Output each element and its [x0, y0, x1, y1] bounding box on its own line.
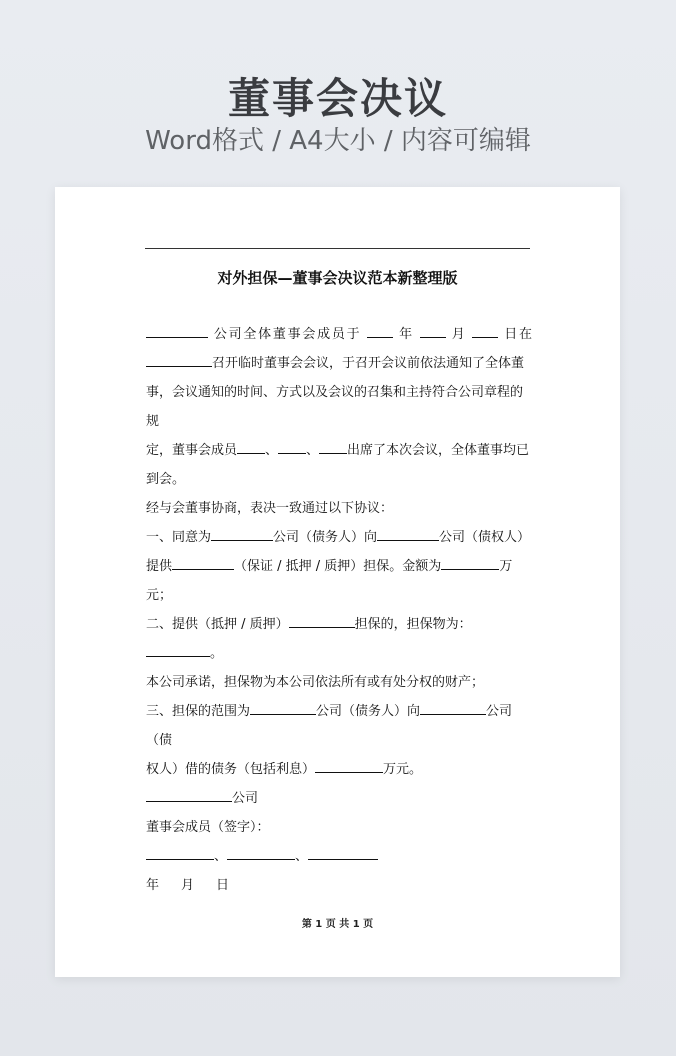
item1-line3 — [146, 581, 532, 610]
date-line — [146, 871, 532, 900]
blank-field[interactable] — [377, 529, 439, 541]
signature-field[interactable] — [146, 848, 214, 860]
text: 到会。 — [146, 472, 186, 487]
item1-line2 — [146, 552, 532, 581]
text: 权人）借的债务（包括利息） — [146, 762, 316, 777]
blank-field[interactable] — [441, 558, 499, 570]
document-page — [55, 187, 620, 977]
date-day: 日 — [216, 878, 230, 893]
blank-field[interactable] — [420, 326, 446, 338]
blank-field[interactable] — [250, 703, 316, 715]
text: 公司（债权人） — [439, 530, 531, 545]
blank-field[interactable] — [211, 529, 273, 541]
text: 经与会董事协商，表决一致通过以下协议： — [146, 501, 394, 516]
header-rule — [145, 248, 530, 249]
blank-field[interactable] — [278, 442, 306, 454]
para1-line5 — [146, 465, 532, 494]
text: 公司（债 — [146, 704, 513, 748]
signature-field[interactable] — [227, 848, 295, 860]
blank-field[interactable] — [146, 326, 208, 338]
text: 事，会议通知的时间、方式以及会议的召集和主持符合公司章程的规 — [146, 385, 524, 429]
item1-line1 — [146, 523, 532, 552]
item2-line1 — [146, 610, 532, 668]
blank-field[interactable] — [237, 442, 265, 454]
text: 公司（债务人）向 — [316, 704, 421, 719]
para1-line1 — [146, 320, 532, 349]
banner-subtitle: Word格式 / A4大小 / 内容可编辑 — [145, 126, 531, 156]
para1-line3 — [146, 378, 532, 436]
blank-field[interactable] — [367, 326, 393, 338]
text: 提供 — [146, 559, 173, 574]
blank-field[interactable] — [146, 790, 232, 802]
blank-field[interactable] — [146, 355, 212, 367]
text: 元； — [146, 588, 173, 603]
company-line — [146, 784, 532, 813]
text: 二、提供（抵押 / 质押） — [146, 617, 289, 632]
date-month: 月 — [181, 878, 195, 893]
consensus-line — [146, 494, 532, 523]
text: 董事会成员（签字）： — [146, 820, 270, 835]
document-body — [146, 320, 532, 900]
text: 公司（债务人）向 — [273, 530, 378, 545]
text: 、 — [306, 443, 320, 458]
document-title: 对外担保—董事会决议范本新整理版 — [217, 269, 458, 287]
text: 本公司承诺，担保物为本公司依法所有或有处分权的财产； — [146, 675, 485, 690]
item3-line1 — [146, 697, 532, 755]
text: 月 — [451, 327, 467, 342]
text: 年 — [399, 327, 414, 342]
blank-field[interactable] — [172, 558, 234, 570]
text: （保证 / 抵押 / 质押）担保。金额为 — [234, 559, 442, 574]
item3-line2 — [146, 755, 532, 784]
board-sign-line — [146, 813, 532, 842]
signature-field[interactable] — [308, 848, 378, 860]
blank-field[interactable] — [472, 326, 498, 338]
item2-line2 — [146, 668, 532, 697]
text: 万 — [499, 559, 513, 574]
text: 、 — [295, 849, 309, 864]
page-footer: 第 1 页 共 1 页 — [301, 919, 374, 930]
date-year: 年 — [146, 878, 160, 893]
text: 召开临时董事会会议，于召开会议前依法通知了全体董 — [212, 356, 525, 371]
text: 日在 — [504, 327, 532, 342]
text: 公司全体董事会成员于 — [213, 327, 362, 342]
para1-line2 — [146, 349, 532, 378]
banner-title: 董事会决议 — [227, 74, 448, 123]
text: 公司 — [232, 791, 259, 806]
para1-line4 — [146, 436, 532, 465]
text: 。 — [210, 646, 224, 661]
blank-field[interactable] — [315, 761, 383, 773]
blank-field[interactable] — [319, 442, 347, 454]
text: 定，董事会成员 — [146, 443, 238, 458]
text: 、 — [214, 849, 228, 864]
text: 万元。 — [383, 762, 423, 777]
blank-field[interactable] — [420, 703, 486, 715]
blank-field[interactable] — [289, 616, 355, 628]
text: 担保的，担保物为： — [354, 617, 472, 632]
text: 、 — [265, 443, 279, 458]
blank-field[interactable] — [146, 645, 210, 657]
signature-line — [146, 842, 532, 871]
text: 一、同意为 — [146, 530, 212, 545]
text: 三、担保的范围为 — [146, 704, 251, 719]
text: 出席了本次会议，全体董事均已 — [347, 443, 530, 458]
